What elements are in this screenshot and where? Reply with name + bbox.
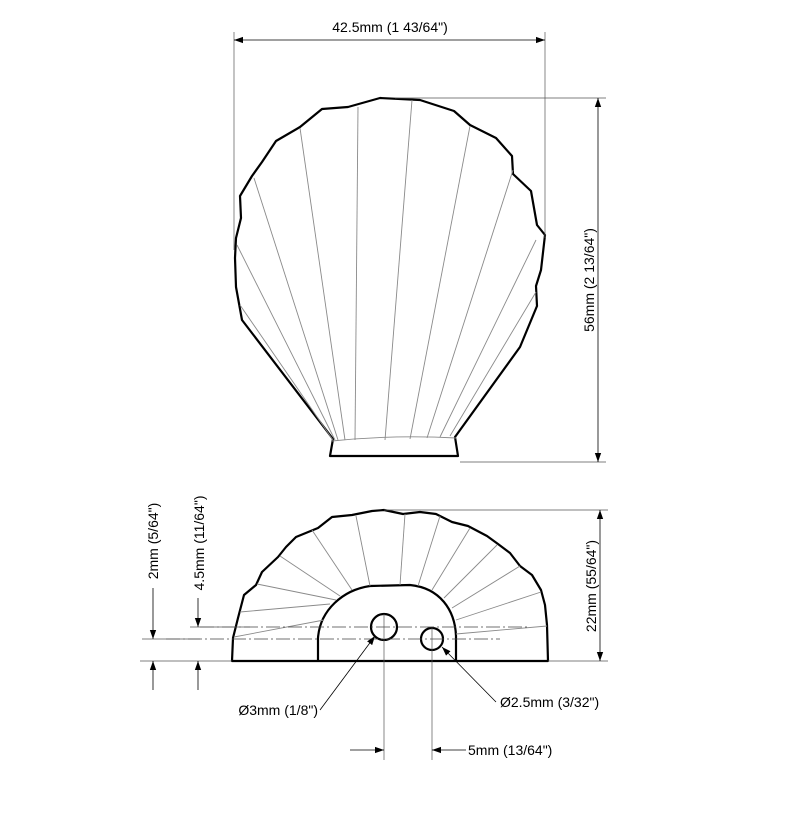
side-rib [257,584,336,600]
shell-rib [237,245,335,440]
dim-4-5mm-label: 4.5mm (11/64") [191,495,207,591]
callout-3mm-label: Ø3mm (1/8") [238,702,318,718]
shell-rib [240,305,333,440]
shell-rib [254,178,338,440]
callout-2-5mm-label: Ø2.5mm (3/32") [500,694,600,710]
shell-rib [450,292,536,436]
side-rib [452,566,520,608]
shell-rib [410,126,470,439]
callout-2-5mm [442,647,599,710]
shell-front-view [235,98,545,456]
dim-2mm-label: 2mm (5/64") [145,502,161,580]
shell-side-view [166,510,548,760]
width-label: 42.5mm (1 43/64") [332,19,448,35]
side-rib [356,516,370,586]
shell-rib [427,170,513,438]
dim-5mm [350,742,552,758]
side-rib [240,604,330,612]
side-rib [444,545,497,598]
side-rib [456,592,541,620]
height-label: 56mm (2 13/64") [581,228,597,332]
shell-rib [300,128,345,440]
shell-rib [355,107,358,440]
side-rib [418,516,440,586]
shell-rib [385,100,412,440]
side-rib [234,620,324,637]
shell-front-outline [235,98,545,456]
shell-base-line [332,437,456,441]
callout-3mm [238,636,375,718]
height-dimension [395,98,606,462]
side-rib [400,514,405,585]
side-rib [280,556,340,596]
side-height-label: 22mm (55/64") [583,539,599,633]
shell-rib [440,240,536,437]
dim-5mm-label: 5mm (13/64") [468,742,553,758]
side-rib [432,528,470,590]
